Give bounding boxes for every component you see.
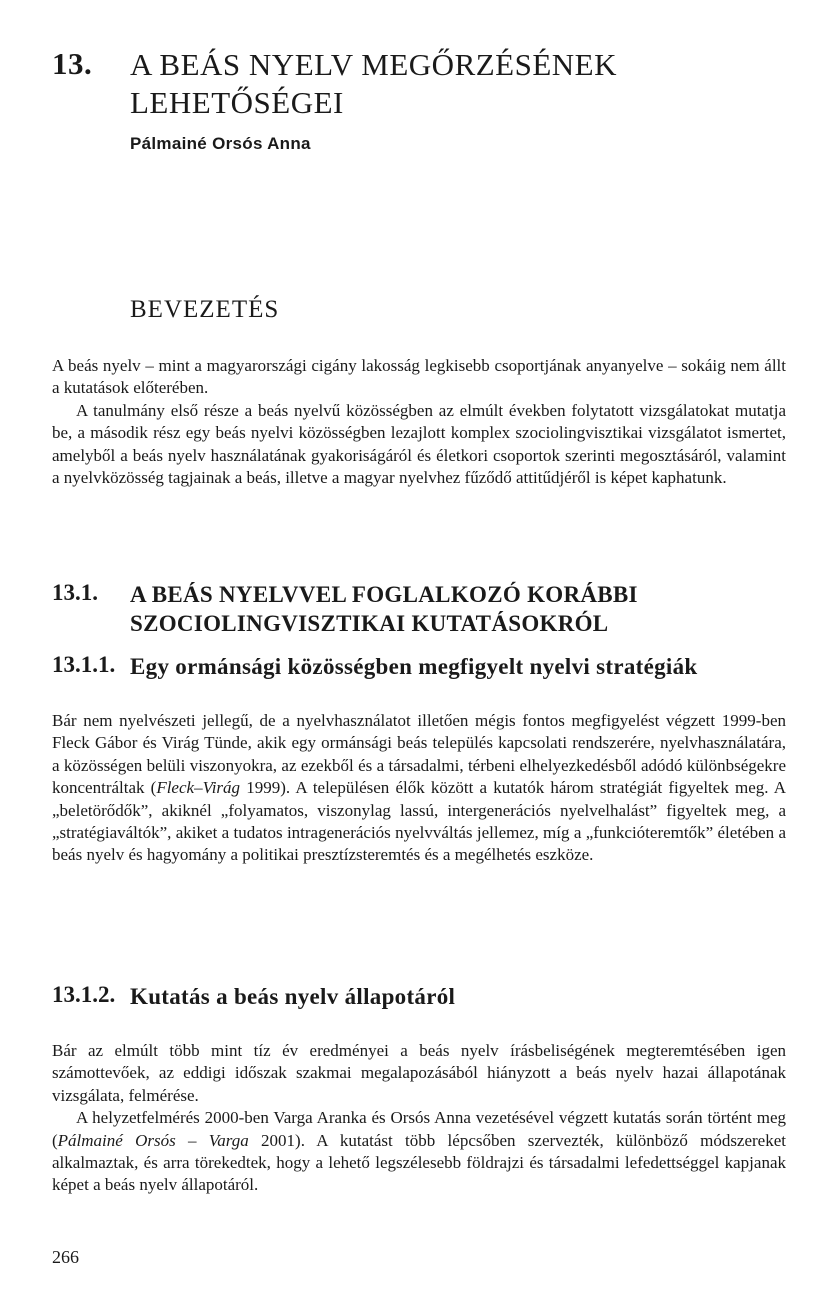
chapter-author: Pálmainé Orsós Anna bbox=[130, 134, 311, 153]
section-13-1-title-line-1: A BEÁS NYELVVEL FOGLALKOZÓ KORÁBBI bbox=[130, 582, 638, 607]
section-13-1-2-paragraph-1: Bár az elmúlt több mint tíz év eredményei a beás nyelv írásbeliségének megteremtésében igen számottevőek, az eddigi időszak szakmai megalapozásából hiányzott a beás nyelv hazai állapotának vizsgálata, felmérése. bbox=[52, 1041, 786, 1105]
section-13-1-2-paragraph-2 bbox=[52, 1107, 786, 1197]
citation: Pálmainé Orsós – Varga bbox=[57, 1130, 249, 1150]
chapter-title-line-1: A BEÁS NYELV MEGŐRZÉSÉNEK bbox=[130, 47, 618, 82]
section-13-1-1-body bbox=[52, 710, 786, 867]
chapter-number: 13. bbox=[52, 46, 93, 81]
section-13-1-2-body bbox=[52, 1040, 786, 1197]
section-13-1-title-line-2: SZOCIOLINGVISZTIKAI KUTATÁSOKRÓL bbox=[130, 611, 609, 636]
intro-paragraph-2: A tanulmány első része a beás nyelvű közösségben az elmúlt években folytatott vizsgálatokat mutatja be, a második rész egy beás nyelvi közösségben lezajlott komplex szociolingvisztikai vizsgálatot ismertet, amelyből a beás nyelv használatának gyakoriságáról és életkori csoportok szerinti megosztásáról, valamint a nyelvközösség tagjainak a beás, illetve a magyar nyelvhez fűződő attitűdjéről is képet kaphatunk. bbox=[52, 400, 786, 488]
section-13-1-title bbox=[130, 580, 770, 638]
page-number: 266 bbox=[52, 1247, 79, 1267]
paragraph-text: 1999). A településen élők között a kutatók három stratégiát figyeltek meg. A „beletörődők”, akiknél „folyamatos, viszonylag lassú, intergenerációs nyelvelhalást” figyeltek meg, a „stratégiaváltók”, akiket a tudatos intragenerációs nyelvváltás jellemez, míg a „funkcióteremtők” életében a beás nyelv és hagyomány a politikai presztízsteremtés és a megélhetés eszköze. bbox=[52, 778, 786, 865]
section-13-1-2-number: 13.1.2. bbox=[52, 982, 116, 1007]
section-13-1-number: 13.1. bbox=[52, 580, 98, 605]
paragraph-text: 2001). A kutatást több lépcsőben szervezték, különböző módszereket alkalmaztak, és arra törekedtek, hogy a lehető legszélesebb földrajzi és társadalmi lefedettséggel kapjanak képet a beás nyelv állapotáról. bbox=[52, 1130, 786, 1195]
paragraph-text: A helyzetfelmérés 2000-ben Varga Aranka és Orsós Anna vezetésével végzett kutatás során történt meg ( bbox=[52, 1108, 786, 1150]
intro-paragraph-1: A beás nyelv – mint a magyarországi cigány lakosság legkisebb csoportjának anyanyelve – sokáig nem állt a kutatások előterében. bbox=[52, 356, 786, 398]
section-13-1-1-title: Egy ormánsági közösségben megfigyelt nyelvi stratégiák bbox=[130, 654, 698, 679]
chapter-title-line-2: LEHETŐSÉGEI bbox=[130, 85, 344, 120]
intro-heading: BEVEZETÉS bbox=[130, 296, 280, 323]
section-13-1-1-paragraph bbox=[52, 710, 786, 867]
paragraph-text: Bár nem nyelvészeti jellegű, de a nyelvhasználatot illetően mégis fontos megfigyelést végzett 1999-ben Fleck Gábor és Virág Tünde, akik egy ormánsági beás település kapcsolati rendszerére, nyelvhasználatára, a közösségen belüli viszonyokra, az ezekből és a társadalmi, térbeni elhelyezkedésből adódó különbségekre koncentráltak ( bbox=[52, 711, 786, 798]
citation: Fleck–Virág bbox=[156, 778, 241, 798]
section-13-1-2-title: Kutatás a beás nyelv állapotáról bbox=[130, 984, 456, 1009]
section-13-1-1-number: 13.1.1. bbox=[52, 652, 116, 677]
intro-body bbox=[52, 355, 786, 489]
chapter-title bbox=[130, 46, 730, 122]
